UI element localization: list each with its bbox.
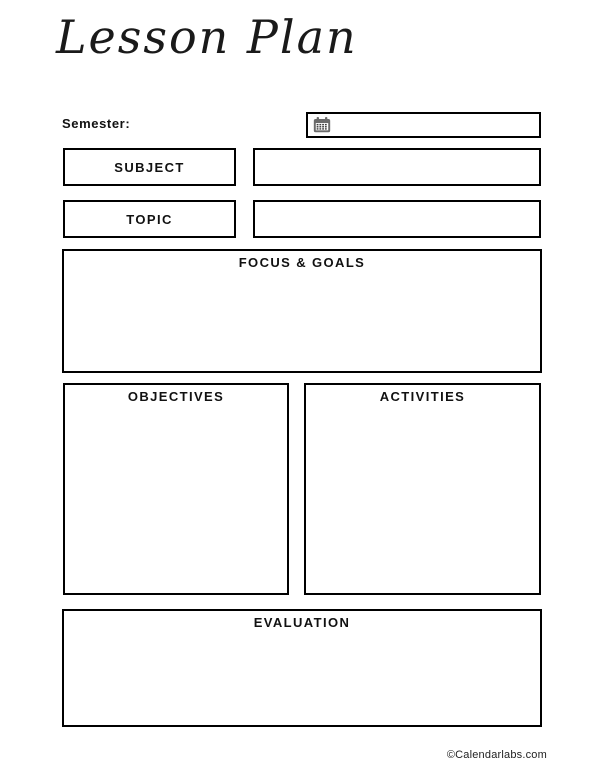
topic-input[interactable] [253,200,541,238]
focus-goals-heading: FOCUS & GOALS [238,255,366,270]
subject-input[interactable] [253,148,541,186]
page-title: Lesson Plan [56,10,358,64]
evaluation-input[interactable] [64,630,540,720]
evaluation-heading: EVALUATION [253,615,351,630]
objectives-input[interactable] [65,404,287,588]
focus-goals-input[interactable] [64,270,540,366]
evaluation-section [62,609,542,727]
topic-label-box: TOPIC [63,200,236,238]
activities-section [304,383,541,595]
calendar-icon[interactable] [313,117,331,133]
subject-label-box: SUBJECT [63,148,236,186]
credit-text: ©Calendarlabs.com [446,749,547,761]
objectives-section [63,383,289,595]
semester-input[interactable] [306,112,541,138]
objectives-heading: OBJECTIVES [127,389,225,404]
activities-heading: ACTIVITIES [379,389,466,404]
semester-label: Semester: [62,116,131,131]
focus-goals-section [62,249,542,373]
activities-input[interactable] [306,404,539,588]
